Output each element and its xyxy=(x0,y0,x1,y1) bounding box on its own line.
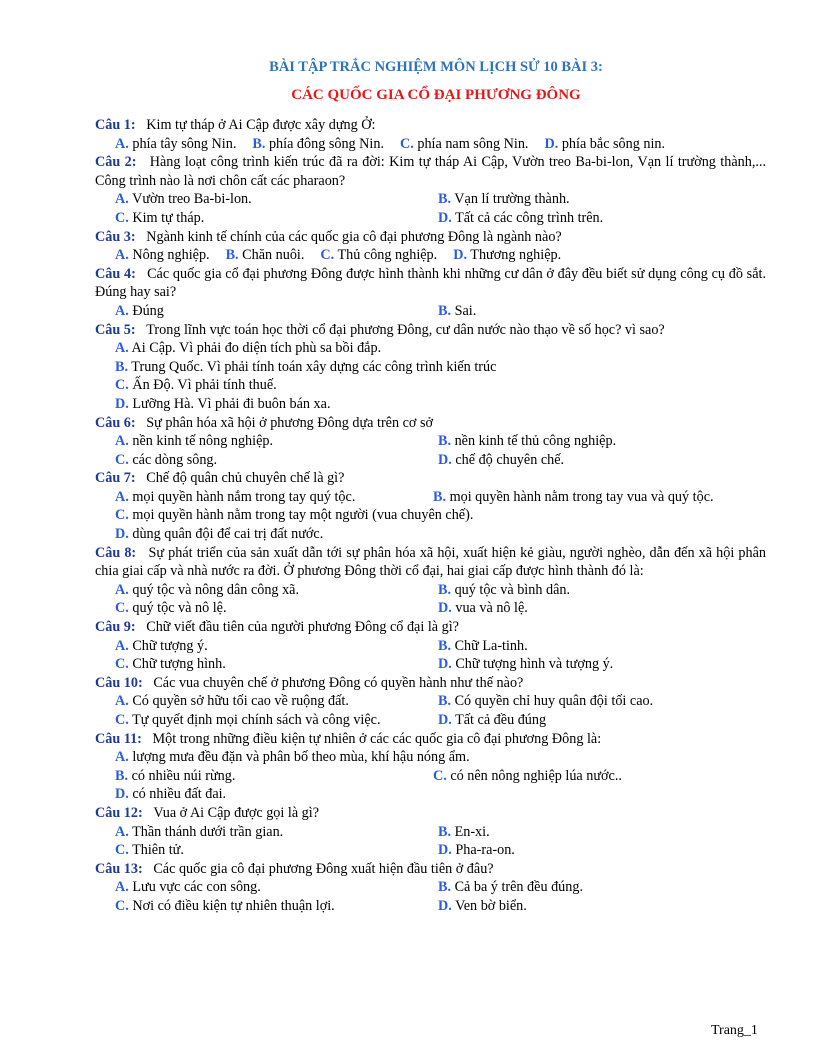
question-item xyxy=(95,544,766,618)
answer-options xyxy=(95,246,766,265)
option-letter: B. xyxy=(225,247,239,264)
option-letter: B. xyxy=(438,581,452,598)
question-item xyxy=(95,153,766,227)
question-item xyxy=(95,618,766,674)
option-letter: A. xyxy=(115,433,129,450)
option-text: Chăn nuôi. xyxy=(238,247,305,264)
answer-option[interactable] xyxy=(400,135,528,154)
option-letter: A. xyxy=(115,340,129,357)
option-letter: B. xyxy=(433,488,447,505)
question-item xyxy=(95,730,766,804)
option-text: Ven bờ biển. xyxy=(451,897,527,914)
answer-option[interactable] xyxy=(438,655,761,674)
answer-option[interactable] xyxy=(115,395,766,414)
question-label: Câu 12: xyxy=(95,804,143,821)
option-letter: D. xyxy=(115,526,129,543)
answer-option[interactable] xyxy=(115,711,438,730)
option-letter: C. xyxy=(115,507,129,524)
option-letter: B. xyxy=(115,358,129,375)
answer-option[interactable] xyxy=(438,897,761,916)
option-letter: A. xyxy=(115,191,129,208)
answer-options xyxy=(95,823,766,860)
option-letter: D. xyxy=(438,897,452,914)
question-label: Câu 4: xyxy=(95,265,136,282)
question-label: Câu 6: xyxy=(95,414,136,431)
question-text: Sự phát triển của sản xuất dẫn tới sự phân hóa xã hội, xuất hiện kẻ giàu, người nghèo, dẫn đến xã hội phân chia giai cấp và nhà nước ra đời. Ở phương Đông thời cổ đại, hai giai cấp được hình thành đó là: xyxy=(95,544,766,580)
answer-option[interactable] xyxy=(115,599,438,618)
answer-option[interactable] xyxy=(115,135,236,154)
answer-option[interactable] xyxy=(115,692,438,711)
option-text: chế độ chuyên chế. xyxy=(451,451,565,468)
option-letter: C. xyxy=(115,656,129,673)
question-item xyxy=(95,228,766,265)
answer-options xyxy=(95,581,766,618)
answer-options xyxy=(95,488,766,544)
option-text: Tất cả đều đúng xyxy=(451,712,547,728)
answer-option[interactable] xyxy=(115,841,438,860)
answer-options xyxy=(95,135,766,154)
option-letter: D. xyxy=(115,786,129,803)
option-letter: C. xyxy=(115,451,129,468)
option-text: Lưu vực các con sông. xyxy=(128,879,261,896)
answer-option[interactable] xyxy=(115,581,438,600)
answer-option[interactable] xyxy=(438,302,761,321)
option-text: nền kinh tế nông nghiệp. xyxy=(128,433,274,450)
document-title: BÀI TẬP TRẮC NGHIỆM MÔN LỊCH SỬ 10 BÀI 3: xyxy=(269,59,603,75)
answer-option[interactable] xyxy=(115,525,766,544)
answer-option[interactable] xyxy=(115,506,766,525)
option-letter: A. xyxy=(115,302,129,319)
answer-option[interactable] xyxy=(438,692,761,711)
answer-option[interactable] xyxy=(320,246,437,265)
question-stem xyxy=(95,321,766,340)
option-letter: B. xyxy=(115,767,129,784)
option-text: mọi quyền hành nằm trong tay vua và quý tộc. xyxy=(446,488,714,505)
answer-option[interactable] xyxy=(226,246,305,265)
option-text: có nên nông nghiệp lúa nước.. xyxy=(446,767,622,784)
option-letter: B. xyxy=(438,879,452,896)
option-letter: B. xyxy=(252,135,266,152)
question-text: Trong lĩnh vực toán học thời cổ đại phương Đông, cư dân nước nào thạo về số học? vì sao? xyxy=(146,321,665,338)
question-item xyxy=(95,469,766,543)
option-text: Chữ tượng hình. xyxy=(128,656,226,673)
answer-options xyxy=(95,190,766,227)
question-item xyxy=(95,414,766,470)
option-letter: A. xyxy=(115,879,129,896)
question-text: Các quốc gia cổ đại phương Đông được hình thành khi những cư dân ở đây đều biết sử dụng công cụ đồ sắt. Đúng hay sai? xyxy=(95,265,766,301)
option-letter: C. xyxy=(115,600,129,617)
answer-option[interactable] xyxy=(115,785,766,804)
option-text: phía đông sông Nin. xyxy=(265,135,385,152)
option-text: có nhiều núi rừng. xyxy=(128,767,236,784)
question-label: Câu 2: xyxy=(95,154,137,171)
question-item xyxy=(95,265,766,321)
question-label: Câu 3: xyxy=(95,228,136,245)
question-label: Câu 11: xyxy=(95,730,142,747)
question-label: Câu 5: xyxy=(95,321,136,338)
option-text: quý tộc và bình dân. xyxy=(451,581,571,598)
question-stem xyxy=(95,674,766,693)
answer-options xyxy=(95,637,766,674)
option-text: mọi quyền hành nắm trong tay quý tộc. xyxy=(128,488,356,505)
answer-options xyxy=(95,339,766,413)
answer-options xyxy=(95,302,766,321)
option-letter: A. xyxy=(115,693,129,710)
option-letter: A. xyxy=(115,823,129,840)
option-letter: D. xyxy=(438,656,452,673)
answer-option[interactable] xyxy=(438,637,761,656)
answer-option[interactable] xyxy=(115,767,433,786)
answer-option[interactable] xyxy=(453,246,561,265)
answer-option[interactable] xyxy=(115,823,438,842)
option-letter: B. xyxy=(438,302,452,319)
question-label: Câu 8: xyxy=(95,544,137,561)
option-letter: A. xyxy=(115,488,129,505)
option-text: Sai. xyxy=(451,302,477,319)
question-label: Câu 13: xyxy=(95,860,143,877)
answer-option[interactable] xyxy=(115,432,438,451)
option-letter: C. xyxy=(115,377,129,394)
option-letter: D. xyxy=(544,135,559,152)
option-text: Tự quyết định mọi chính sách và công việc. xyxy=(128,712,381,728)
answer-option[interactable] xyxy=(433,767,763,786)
answer-option[interactable] xyxy=(438,432,761,451)
option-text: Kim tự tháp. xyxy=(128,209,205,226)
option-letter: A. xyxy=(115,637,129,654)
option-text: dùng quân đội để cai trị đất nước. xyxy=(128,526,324,543)
option-letter: C. xyxy=(400,135,414,152)
answer-option[interactable] xyxy=(115,209,438,228)
option-letter: B. xyxy=(438,191,452,208)
answer-option[interactable] xyxy=(115,246,210,265)
option-text: Thủ công nghiệp. xyxy=(334,247,438,264)
option-text: Đúng xyxy=(128,302,164,319)
option-letter: B. xyxy=(438,433,452,450)
question-label: Câu 9: xyxy=(95,619,136,636)
option-letter: D. xyxy=(453,247,467,264)
question-stem xyxy=(95,116,766,135)
answer-option[interactable] xyxy=(438,823,761,842)
option-text: Có quyền chỉ huy quân đội tối cao. xyxy=(451,693,654,710)
question-stem xyxy=(95,153,766,190)
answer-option[interactable] xyxy=(438,878,761,897)
option-letter: D. xyxy=(438,712,452,728)
question-text: Một trong những điều kiện tự nhiên ở các các quốc gia cô đại phương Đông là: xyxy=(152,730,602,747)
answer-option[interactable] xyxy=(438,841,761,860)
answer-option[interactable] xyxy=(115,897,438,916)
question-item xyxy=(95,804,766,860)
option-text: Chữ La-tinh. xyxy=(451,637,528,654)
option-letter: D. xyxy=(438,600,452,617)
question-label: Câu 1: xyxy=(95,117,136,133)
document-subtitle: CÁC QUỐC GIA CỔ ĐẠI PHƯƠNG ĐÔNG xyxy=(291,87,581,103)
answer-option[interactable] xyxy=(438,451,761,470)
question-item xyxy=(95,321,766,414)
option-text: phía bắc sông nin. xyxy=(558,135,666,152)
option-text: lượng mưa đều đặn và phân bố theo mùa, khí hậu nóng ẩm. xyxy=(128,749,470,766)
option-text: nền kinh tế thủ công nghiệp. xyxy=(451,433,617,450)
option-text: Nông nghiệp. xyxy=(128,247,210,264)
option-letter: C. xyxy=(320,247,335,264)
answer-option[interactable] xyxy=(115,655,438,674)
option-text: quý tộc và nô lệ. xyxy=(128,600,227,617)
option-text: Trung Quốc. Vì phải tính toán xây dựng các công trình kiến trúc xyxy=(128,358,497,375)
question-text: Vua ở Ai Cập được gọi là gì? xyxy=(153,804,319,821)
question-text: Chữ viết đầu tiên của người phương Đông cổ đại là gì? xyxy=(146,619,459,636)
option-text: Ấn Độ. Vì phải tính thuế. xyxy=(128,377,277,394)
question-text: Chế độ quân chủ chuyên chế là gì? xyxy=(146,470,345,487)
option-letter: C. xyxy=(115,209,129,226)
answer-option[interactable] xyxy=(115,339,766,358)
answer-option[interactable] xyxy=(115,190,438,209)
option-text: Cả ba ý trên đều đúng. xyxy=(451,879,584,896)
option-letter: D. xyxy=(438,842,452,859)
option-text: Thương nghiệp. xyxy=(467,247,562,264)
answer-option[interactable] xyxy=(115,358,766,377)
answer-option[interactable] xyxy=(115,302,438,321)
option-text: Nơi có điều kiện tự nhiên thuận lợi. xyxy=(128,897,335,914)
option-letter: D. xyxy=(438,451,452,468)
option-text: phía nam sông Nin. xyxy=(413,135,529,152)
answer-option[interactable] xyxy=(115,637,438,656)
question-stem xyxy=(95,228,766,247)
option-letter: C. xyxy=(115,712,129,728)
option-letter: C. xyxy=(115,842,129,859)
question-text: Các quốc gia cô đại phương Đông xuất hiện đầu tiên ở đâu? xyxy=(153,860,494,877)
question-text: Kim tự tháp ở Ai Cập được xây dựng Ở: xyxy=(146,117,376,133)
option-text: Vạn lí trường thành. xyxy=(451,191,570,208)
option-text: vua và nô lệ. xyxy=(451,600,528,617)
answer-option[interactable] xyxy=(115,748,766,767)
answer-option[interactable] xyxy=(438,581,761,600)
answer-option[interactable] xyxy=(115,878,438,897)
answer-options xyxy=(95,878,766,915)
answer-option[interactable] xyxy=(438,599,761,618)
option-letter: D. xyxy=(438,209,452,226)
option-text: quý tộc và nông dân công xã. xyxy=(128,581,300,598)
option-letter: A. xyxy=(115,135,129,152)
question-stem xyxy=(95,414,766,433)
question-text: Ngành kinh tế chính của các quốc gia cô đại phương Đông là ngành nào? xyxy=(146,228,562,245)
option-text: Ai Cập. Vì phải đo diện tích phù sa bồi đắp. xyxy=(128,340,382,357)
answer-option[interactable] xyxy=(252,135,384,154)
question-stem xyxy=(95,544,766,581)
option-letter: C. xyxy=(115,897,129,914)
option-text: Chữ tượng ý. xyxy=(128,637,208,654)
question-text: Các vua chuyên chế ở phương Đông có quyền hành như thế nào? xyxy=(153,674,524,691)
option-text: Vườn treo Ba-bi-lon. xyxy=(128,191,252,208)
answer-options xyxy=(95,432,766,469)
question-list xyxy=(95,116,766,916)
answer-option[interactable] xyxy=(433,488,763,507)
question-label: Câu 7: xyxy=(95,470,136,487)
option-letter: B. xyxy=(438,693,452,710)
option-text: Có quyền sở hữu tối cao về ruộng đất. xyxy=(128,693,349,710)
answer-option[interactable] xyxy=(115,451,438,470)
option-letter: A. xyxy=(115,581,129,598)
question-text: Hàng loạt công trình kiến trúc đã ra đời: Kim tự tháp Ai Cập, Vườn treo Ba-bi-lon, Vạn lí trường thành,... Công trình nào là nơi chôn cất các pharaon? xyxy=(95,154,767,189)
question-stem xyxy=(95,804,766,823)
question-stem xyxy=(95,265,766,302)
answer-option[interactable] xyxy=(438,190,761,209)
question-stem xyxy=(95,469,766,488)
option-letter: B. xyxy=(438,637,452,654)
answer-option[interactable] xyxy=(115,488,433,507)
option-text: Pha-ra-on. xyxy=(451,842,515,859)
option-text: có nhiều đất đai. xyxy=(128,786,227,803)
option-letter: C. xyxy=(433,767,447,784)
option-letter: B. xyxy=(438,823,452,840)
question-stem xyxy=(95,618,766,637)
answer-option[interactable] xyxy=(438,711,761,730)
question-item xyxy=(95,116,766,153)
option-text: các dòng sông. xyxy=(128,451,218,468)
option-text: Thần thánh dưới trần gian. xyxy=(128,823,284,840)
question-stem xyxy=(95,860,766,879)
option-text: Chữ tượng hình và tượng ý. xyxy=(451,656,614,673)
page-number: Trang_1 xyxy=(711,1023,758,1038)
question-item xyxy=(95,860,766,916)
option-letter: A. xyxy=(115,247,129,264)
option-text: Thiên tử. xyxy=(128,842,184,859)
answer-option[interactable] xyxy=(115,376,766,395)
answer-options xyxy=(95,748,766,804)
question-stem xyxy=(95,730,766,749)
option-text: phía tây sông Nin. xyxy=(128,135,237,152)
option-text: Tất cả các công trình trên. xyxy=(451,209,604,226)
option-letter: D. xyxy=(115,395,129,412)
answer-option[interactable] xyxy=(544,135,665,154)
option-text: Lưỡng Hà. Vì phải đi buôn bán xa. xyxy=(128,395,331,412)
option-letter: A. xyxy=(115,749,129,766)
answer-option[interactable] xyxy=(438,209,761,228)
option-text: En-xi. xyxy=(451,823,490,840)
question-text: Sự phân hóa xã hội ở phương Đông dựa trên cơ sở xyxy=(146,414,433,431)
answer-options xyxy=(95,692,766,729)
option-text: mọi quyền hành nằm trong tay một người (vua chuyên chế). xyxy=(128,507,474,524)
question-item xyxy=(95,674,766,730)
question-label: Câu 10: xyxy=(95,674,143,691)
